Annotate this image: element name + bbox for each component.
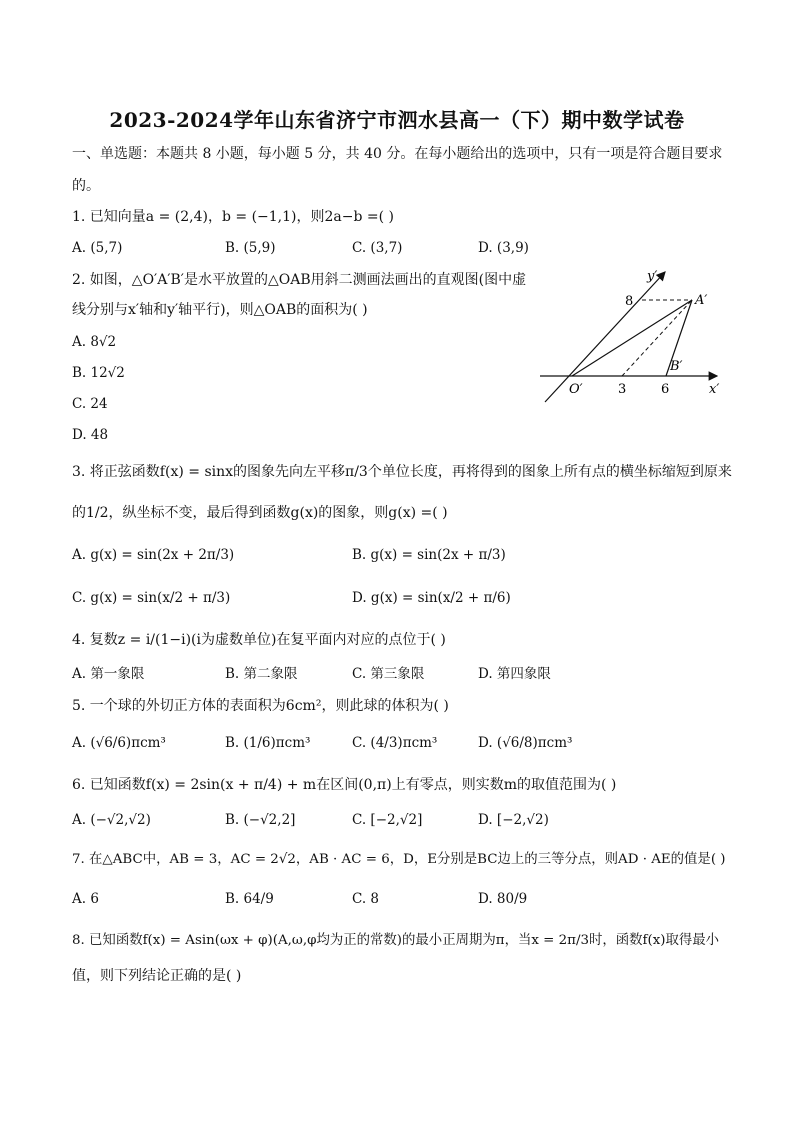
q5-option-c: C. (4/3)πcm³ — [352, 735, 438, 751]
tick-label-6: 6 — [661, 382, 670, 397]
q6-stem: 6. 已知函数f(x) = 2sin(x + π/4) + m在区间(0,π)上有零点，则实数m的取值范围为( ) — [72, 777, 617, 793]
q4-option-a: A. 第一象限 — [72, 666, 145, 682]
q2-stem-line1: 2. 如图，△O′A′B′是水平放置的△OAB用斜二测画法画出的直观图(图中虚 — [72, 272, 527, 288]
a-prime-label: A′ — [695, 293, 708, 308]
q2-option-c: C. 24 — [72, 396, 108, 412]
q4-stem: 4. 复数z = i/(1−i)(i为虚数单位)在复平面内对应的点位于( ) — [72, 632, 446, 648]
q1-stem: 1. 已知向量a = (2,4)，b = (−1,1)，则2a−b =( ) — [72, 209, 394, 225]
q5-option-a: A. (√6/6)πcm³ — [72, 735, 166, 751]
q2-option-a: A. 8√2 — [72, 334, 117, 350]
o-prime-label: O′ — [569, 382, 583, 397]
q6-option-a: A. (−√2,√2) — [72, 812, 151, 828]
tick-label-3: 3 — [618, 382, 627, 397]
q3-option-d: D. g(x) = sin(x/2 + π/6) — [352, 590, 511, 606]
q3-option-c: C. g(x) = sin(x/2 + π/3) — [72, 590, 231, 606]
section-heading-line1: 一、单选题：本题共 8 小题，每小题 5 分，共 40 分。在每小题给出的选项中，只有一项是符合题目要求 — [72, 146, 723, 162]
q7-option-b: B. 64/9 — [225, 891, 274, 907]
q7-stem: 7. 在△ABC中，AB = 3，AC = 2√2，AB · AC = 6，D，E分别是BC边上的三等分点，则AD · AE的值是( ) — [72, 852, 726, 867]
q8-stem-line2: 值，则下列结论正确的是( ) — [72, 968, 242, 984]
q5-stem: 5. 一个球的外切正方体的表面积为6cm²，则此球的体积为( ) — [72, 698, 449, 714]
b-prime-label: B′ — [670, 359, 683, 374]
q5-option-d: D. (√6/8)πcm³ — [478, 735, 573, 751]
q2-option-b: B. 12√2 — [72, 365, 125, 381]
q4-option-d: D. 第四象限 — [478, 666, 551, 682]
q3-option-a: A. g(x) = sin(2x + 2π/3) — [72, 547, 235, 563]
q4-option-c: C. 第三象限 — [352, 666, 425, 682]
q2-stem-line2: 线分别与x′轴和y′轴平行)，则△OAB的面积为( ) — [72, 302, 368, 318]
x-axis-label: x′ — [709, 382, 720, 397]
q3-stem-line2: 的1/2，纵坐标不变，最后得到函数g(x)的图象，则g(x) =( ) — [72, 505, 448, 521]
q6-option-b: B. (−√2,2] — [225, 812, 296, 828]
q6-option-d: D. [−2,√2) — [478, 812, 549, 828]
q7-option-d: D. 80/9 — [478, 891, 528, 907]
tick-label-8: 8 — [625, 294, 634, 309]
q4-option-b: B. 第二象限 — [225, 666, 298, 682]
q1-option-a: A. (5,7) — [72, 240, 123, 256]
exam-title: 2023-2024学年山东省济宁市泗水县高一（下）期中数学试卷 — [109, 108, 685, 132]
q3-stem-line1: 3. 将正弦函数f(x) = sinx的图象先向左平移π/3个单位长度，再将得到的图象上所有点的横坐标缩短到原来 — [72, 464, 732, 480]
q5-option-b: B. (1/6)πcm³ — [225, 735, 311, 751]
q1-option-d: D. (3,9) — [478, 240, 529, 256]
q2-oblique-figure — [535, 262, 730, 407]
q1-option-b: B. (5,9) — [225, 240, 276, 256]
q7-option-a: A. 6 — [72, 891, 99, 907]
y-axis-line — [545, 272, 665, 402]
section-heading-line2: 的。 — [72, 178, 100, 194]
q3-option-b: B. g(x) = sin(2x + π/3) — [352, 547, 506, 563]
q7-option-c: C. 8 — [352, 891, 380, 907]
q8-stem-line1: 8. 已知函数f(x) = Asin(ωx + φ)(A,ω,φ均为正的常数)的最小正周期为π，当x = 2π/3时，函数f(x)取得最小 — [72, 933, 720, 948]
q2-option-d: D. 48 — [72, 427, 109, 443]
q1-option-c: C. (3,7) — [352, 240, 403, 256]
y-axis-label: y′ — [647, 269, 658, 284]
q6-option-c: C. [−2,√2] — [352, 812, 423, 828]
